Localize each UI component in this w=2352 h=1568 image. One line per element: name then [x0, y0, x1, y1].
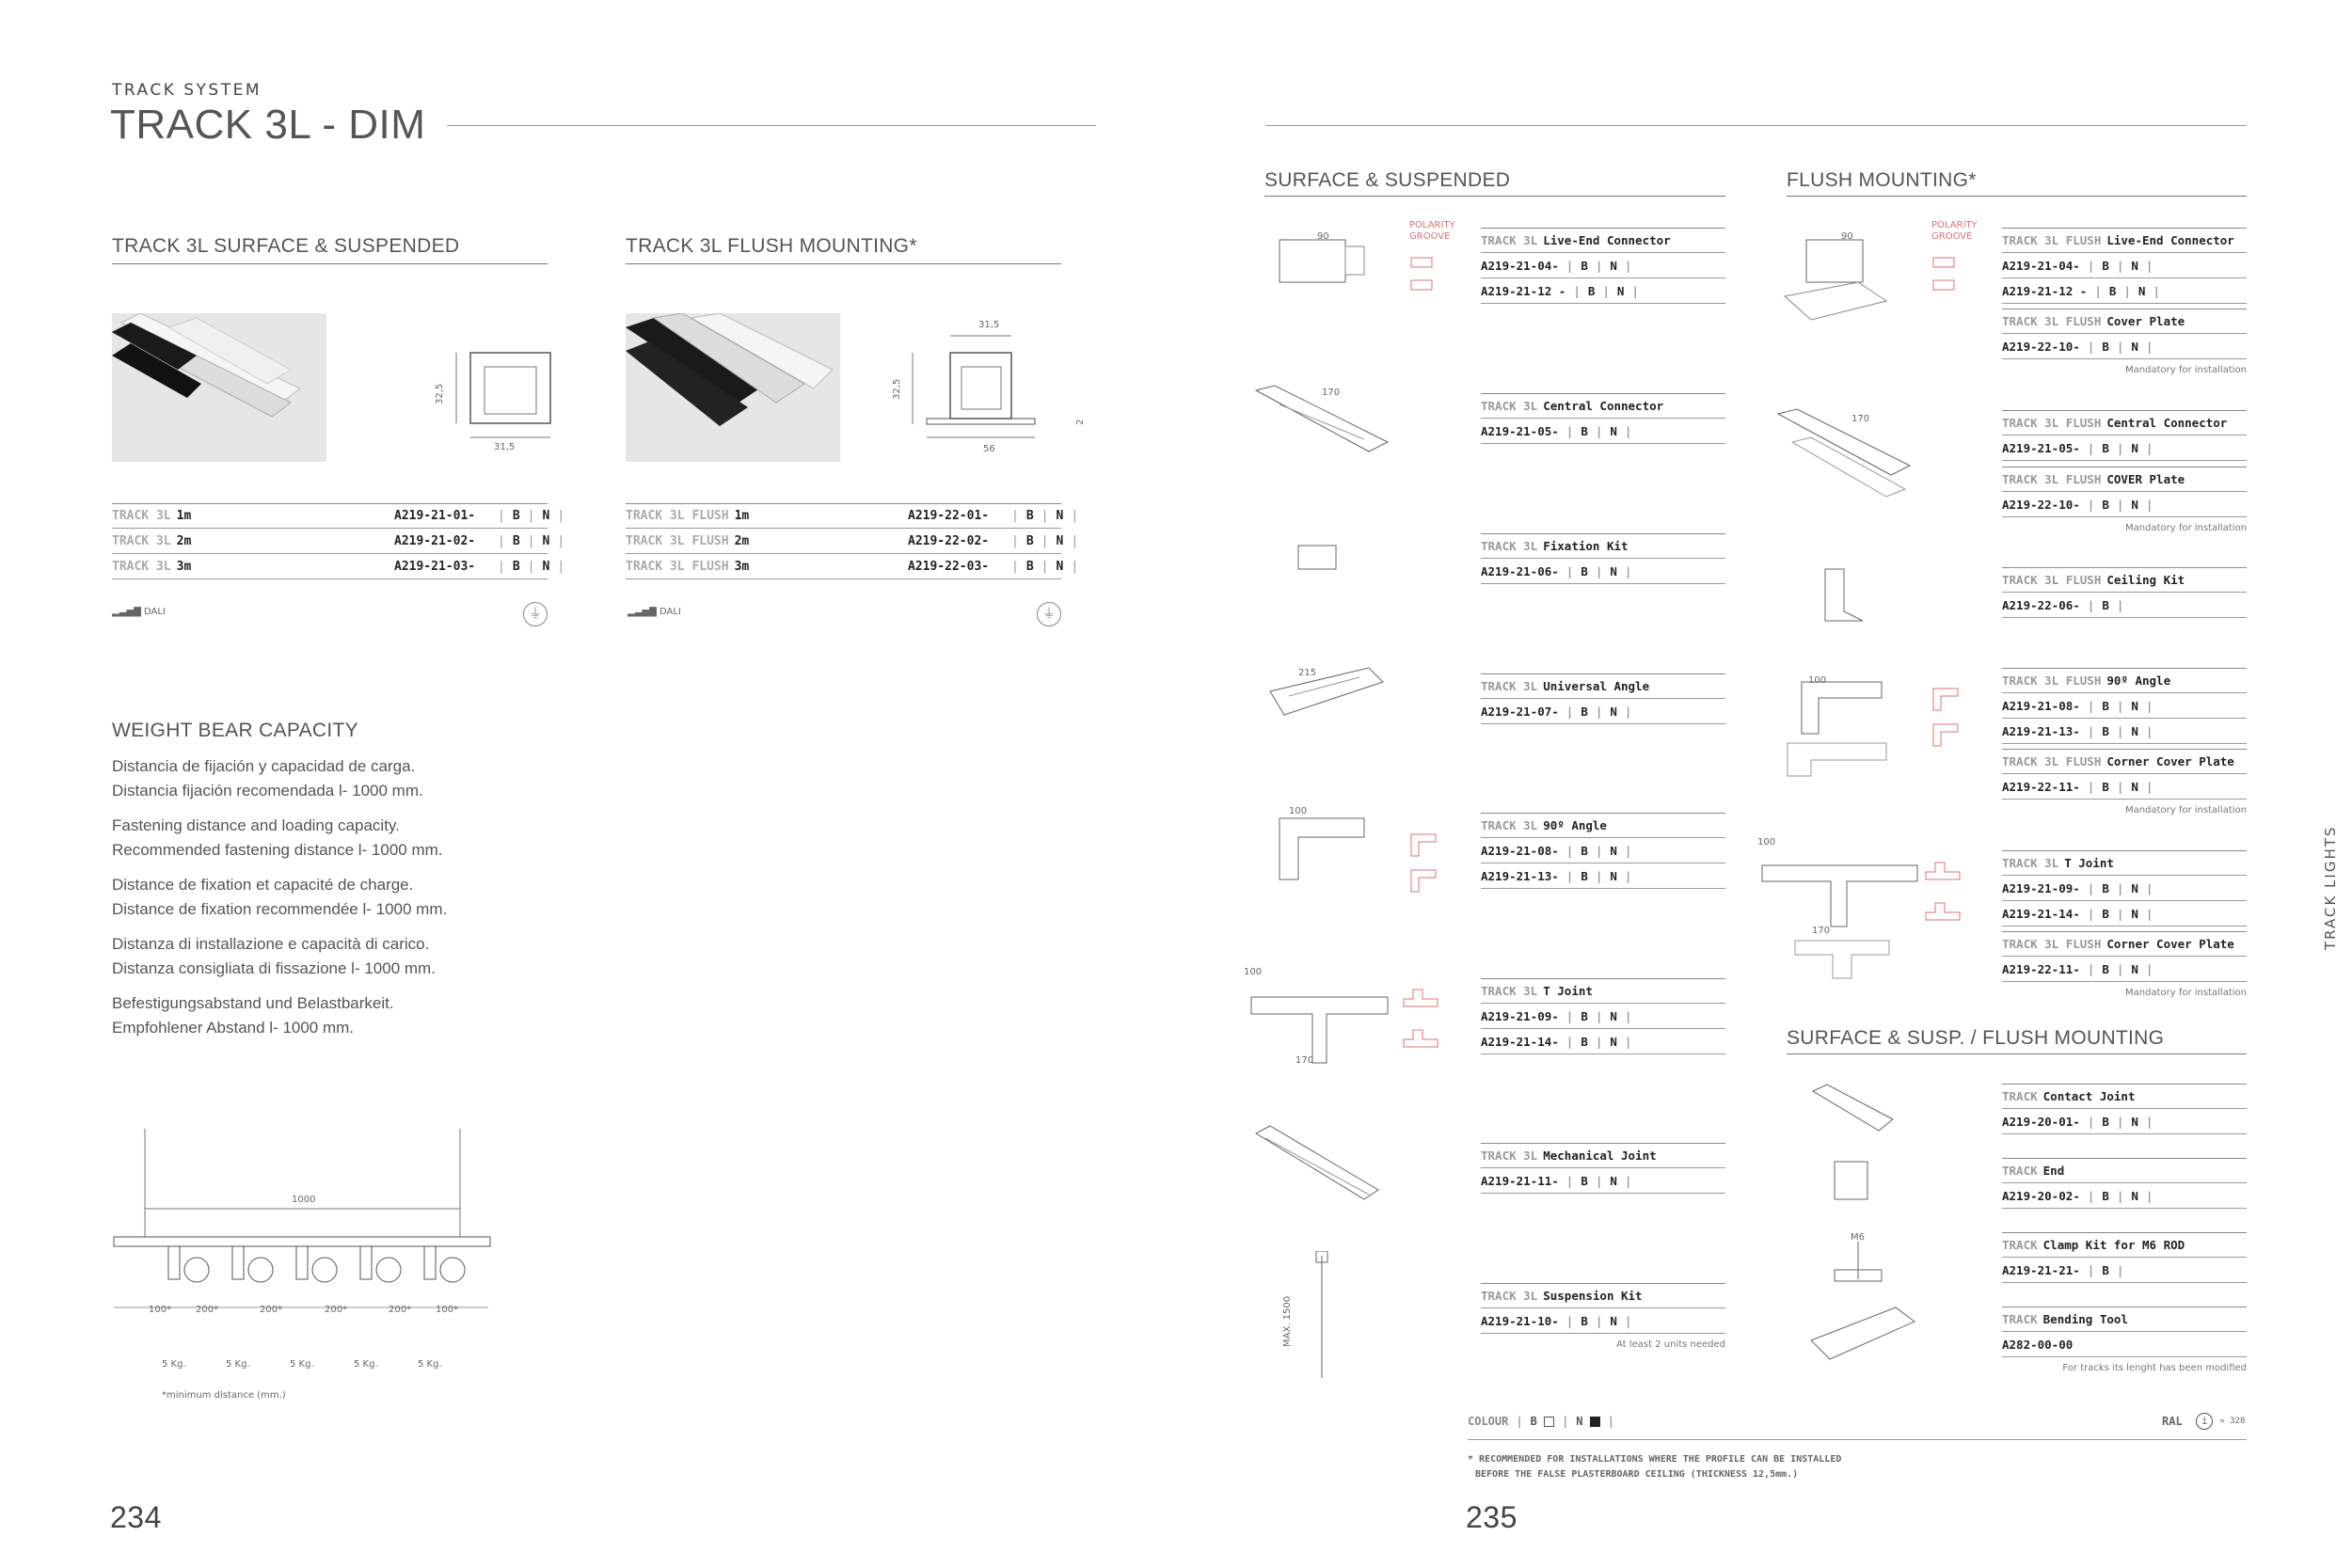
angle-90-drawing — [1275, 809, 1378, 884]
right-surface-title: SURFACE & SUSPENDED — [1264, 169, 1511, 191]
mechanical-joint-drawing — [1251, 1124, 1383, 1204]
ral-legend: RAL i » 328 — [2162, 1415, 2246, 1428]
polarity-icon-2 — [1931, 256, 1960, 293]
section-kicker: TRACK SYSTEM — [112, 81, 262, 100]
bending-tool-drawing — [1806, 1303, 1919, 1369]
ground-icon: ⏚ — [523, 602, 548, 626]
load-5: 5 Kg. — [418, 1359, 442, 1370]
fixation-kit-drawing — [1294, 541, 1350, 583]
dali-badge: ▂▃▅▇ DALI — [112, 607, 166, 617]
dim-suspension: MAX. 1500 — [1282, 1295, 1293, 1347]
load-4: 5 Kg. — [354, 1359, 378, 1370]
flush-profile-drawing — [903, 325, 1073, 456]
dim-tjoint-2: 170 — [1295, 1055, 1314, 1066]
angle-90-block: TRACK 3L 90º Angle A219-21-08- | B | N | A219-21-13- | B | N | — [1481, 813, 1725, 889]
flush-top-dim: 31,5 — [978, 320, 1000, 330]
dim-central: 170 — [1322, 388, 1341, 398]
flush-title-rule — [626, 263, 1061, 264]
dist-4: 200* — [325, 1305, 348, 1315]
flush-tjoint-drawing — [1757, 851, 1927, 983]
weight-title: WEIGHT BEAR CAPACITY — [112, 720, 358, 741]
white-swatch-icon — [1544, 1417, 1554, 1427]
surface-row-2: TRACK 3L 2m A219-21-02- | B | N | — [112, 529, 548, 554]
span-dim: 1000 — [292, 1195, 316, 1205]
surface-height-dim: 32,5 — [435, 383, 445, 404]
dim-universal: 215 — [1298, 668, 1317, 678]
dist-3: 200* — [260, 1305, 283, 1315]
contact-joint-drawing — [1808, 1082, 1898, 1138]
flush-row-2: TRACK 3L FLUSH 2m A219-22-02- | B | N | — [626, 529, 1061, 554]
flush-corner-cover-block: TRACK 3L FLUSH Corner Cover Plate A219-22-11- | B | N | Mandatory for installation — [2002, 749, 2247, 816]
flush-corner-cover-2-block: TRACK 3L FLUSH Corner Cover Plate A219-22-11- | B | N | Mandatory for installation — [2002, 931, 2247, 998]
flush-track-photo-art — [626, 313, 840, 462]
flush-dim-live-end: 90 — [1841, 231, 1853, 242]
flush-central-drawing — [1773, 404, 1915, 499]
track-end-drawing — [1830, 1157, 1877, 1209]
diagram-footnote: *minimum distance (mm.) — [162, 1390, 286, 1401]
polarity-icon-1 — [1409, 256, 1438, 293]
dali-signal-icon: ▂▃▅▇ — [628, 607, 657, 617]
flush-width-dim: 56 — [983, 444, 995, 454]
combo-rule — [1787, 1053, 2247, 1054]
flush-row-1: TRACK 3L FLUSH 1m A219-22-01- | B | N | — [626, 503, 1061, 529]
load-3: 5 Kg. — [290, 1359, 314, 1370]
t-joint-drawing — [1247, 978, 1397, 1072]
t-polarity-icon — [1402, 988, 1444, 1058]
clamp-kit-block: TRACK Clamp Kit for M6 ROD A219-21-21- | B | — [2002, 1232, 2247, 1283]
combo-title: SURFACE & SUSP. / FLUSH MOUNTING — [1787, 1027, 2165, 1049]
info-icon: i — [2196, 1413, 2213, 1430]
suspension-kit-block: TRACK 3L Suspension Kit A219-21-10- | B | N | At least 2 units needed — [1481, 1283, 1725, 1350]
dali-signal-icon: ▂▃▅▇ — [112, 607, 141, 617]
dim-angle90: 100 — [1289, 806, 1308, 816]
clamp-m6-dim: M6 — [1851, 1232, 1865, 1243]
black-swatch-icon — [1590, 1417, 1600, 1427]
polarity-label-surface: POLARITY GROOVE — [1409, 220, 1455, 242]
flush-ground-icon: ⏚ — [1037, 602, 1061, 626]
clamp-kit-drawing — [1820, 1242, 1896, 1293]
dist-2: 200* — [196, 1305, 219, 1315]
fixation-kit-block: TRACK 3L Fixation Kit A219-21-06- | B | N | — [1481, 533, 1725, 584]
flush-dim-tjoint-2: 170 — [1812, 926, 1831, 936]
angle-polarity-icon — [1409, 832, 1442, 898]
polarity-label-flush: POLARITY GROOVE — [1931, 220, 1978, 242]
dim-live-end: 90 — [1317, 231, 1329, 242]
surface-title-rule — [112, 263, 548, 264]
dist-1: 100* — [149, 1305, 172, 1315]
flush-flange-dim: 2 — [1075, 419, 1086, 425]
title-rule — [447, 125, 1096, 126]
track-photo — [112, 313, 326, 462]
track-end-block: TRACK End A219-20-02- | B | N | — [2002, 1158, 2247, 1209]
contact-joint-block: TRACK Contact Joint A219-20-01- | B | N | — [2002, 1084, 2247, 1134]
side-label: TRACK LIGHTS — [2322, 825, 2339, 950]
t-joint-block: TRACK 3L T Joint A219-21-09- | B | N | A219-21-14- | B | N | — [1481, 978, 1725, 1054]
load-1: 5 Kg. — [162, 1359, 186, 1370]
load-2: 5 Kg. — [226, 1359, 250, 1370]
flush-row-3: TRACK 3L FLUSH 3m A219-22-03- | B | N | — [626, 554, 1061, 579]
flush-live-end-block: TRACK 3L FLUSH Live-End Connector A219-21-04- | B | N | A219-21-12 - | B | N | — [2002, 228, 2247, 304]
colour-legend: COLOUR | B | N | — [1468, 1415, 1614, 1428]
flush-t-polarity — [1924, 861, 1966, 931]
surface-profile-drawing — [433, 343, 574, 456]
legend-rule — [1468, 1439, 2247, 1440]
flush-section-title: TRACK 3L FLUSH MOUNTING* — [626, 235, 917, 257]
flush-cover-plate-block: TRACK 3L FLUSH Cover Plate A219-22-10- | B | N | Mandatory for installation — [2002, 309, 2247, 375]
weight-text: Distancia de fijación y capacidad de carga. Distancia fijación recomendada l- 1000 mm. Fastening distance and loading capacity. Recommended fastening distance l- 1000 mm. Distance de fixation et capacité de charge. Distance de fixation recommendée l- 1000 mm. Distanza di installazione e capacità di carico. Distanza consigliata di fissazione l- 1000 mm. Befestigungsabstand und Belastbarkeit. Empfohlener Abstand l- 1000 mm. — [112, 757, 448, 1037]
right-flush-title: FLUSH MOUNTING* — [1787, 169, 1977, 191]
surface-section-title: TRACK 3L SURFACE & SUSPENDED — [112, 235, 460, 257]
bending-tool-block: TRACK Bending Tool A282-00-00 For tracks its lenght has been modified — [2002, 1307, 2247, 1373]
dim-tjoint: 100 — [1244, 967, 1263, 977]
flush-tjoint-block: TRACK 3L T Joint A219-21-09- | B | N | A219-21-14- | B | N | — [2002, 850, 2247, 927]
suspension-kit-drawing — [1308, 1251, 1336, 1383]
dist-5: 200* — [389, 1305, 412, 1315]
ceiling-kit-drawing — [1816, 564, 1872, 630]
flush-dim-angle90: 100 — [1808, 675, 1827, 686]
flush-track-photo — [626, 313, 840, 462]
flush-angle90-block: TRACK 3L FLUSH 90º Angle A219-21-08- | B | N | A219-21-13- | B | N | — [2002, 668, 2247, 744]
page-number-right: 235 — [1466, 1500, 1518, 1534]
flush-live-end-drawing — [1783, 230, 1896, 334]
universal-angle-block: TRACK 3L Universal Angle A219-21-07- | B | N | — [1481, 673, 1725, 724]
flush-central-block: TRACK 3L FLUSH Central Connector A219-21-05- | B | N | — [2002, 410, 2247, 461]
flush-angle90-drawing — [1783, 677, 1905, 781]
live-end-connector-block: TRACK 3L Live-End Connector A219-21-04- | B | N | A219-21-12 - | B | N | — [1481, 228, 1725, 304]
flush-dali-badge: ▂▃▅▇ DALI — [628, 607, 681, 617]
right-surface-rule — [1264, 196, 1725, 197]
right-flush-rule — [1787, 196, 2247, 197]
page-number-left: 234 — [110, 1500, 162, 1534]
dist-6: 100* — [436, 1305, 459, 1315]
flush-angle-polarity — [1931, 687, 1964, 752]
central-connector-block: TRACK 3L Central Connector A219-21-05- | B | N | — [1481, 393, 1725, 444]
flush-dim-central: 170 — [1851, 414, 1870, 424]
mechanical-joint-block: TRACK 3L Mechanical Joint A219-21-11- | B | N | — [1481, 1143, 1725, 1194]
weight-diagram — [112, 1119, 507, 1354]
flush-cover-plate-2-block: TRACK 3L FLUSH COVER Plate A219-22-10- | B | N | Mandatory for installation — [2002, 467, 2247, 533]
track-photo-art — [112, 313, 326, 462]
flush-height-dim: 32,5 — [892, 378, 902, 400]
universal-angle-drawing — [1265, 663, 1388, 738]
flush-dim-tjoint: 100 — [1757, 837, 1776, 847]
right-title-rule — [1265, 125, 2247, 126]
flush-ceiling-kit-block: TRACK 3L FLUSH Ceiling Kit A219-22-06- | B | — [2002, 567, 2247, 618]
surface-row-3: TRACK 3L 3m A219-21-03- | B | N | — [112, 554, 548, 579]
surface-width-dim: 31,5 — [494, 442, 516, 452]
footnote: * RECOMMENDED FOR INSTALLATIONS WHERE THE PROFILE CAN BE INSTALLED BEFORE THE FALSE PLASTERBOARD CEILING (THICKNESS 12,5mm.) — [1468, 1454, 1842, 1480]
page-title: TRACK 3L - DIM — [110, 102, 426, 148]
surface-row-1: TRACK 3L 1m A219-21-01- | B | N | — [112, 503, 548, 529]
